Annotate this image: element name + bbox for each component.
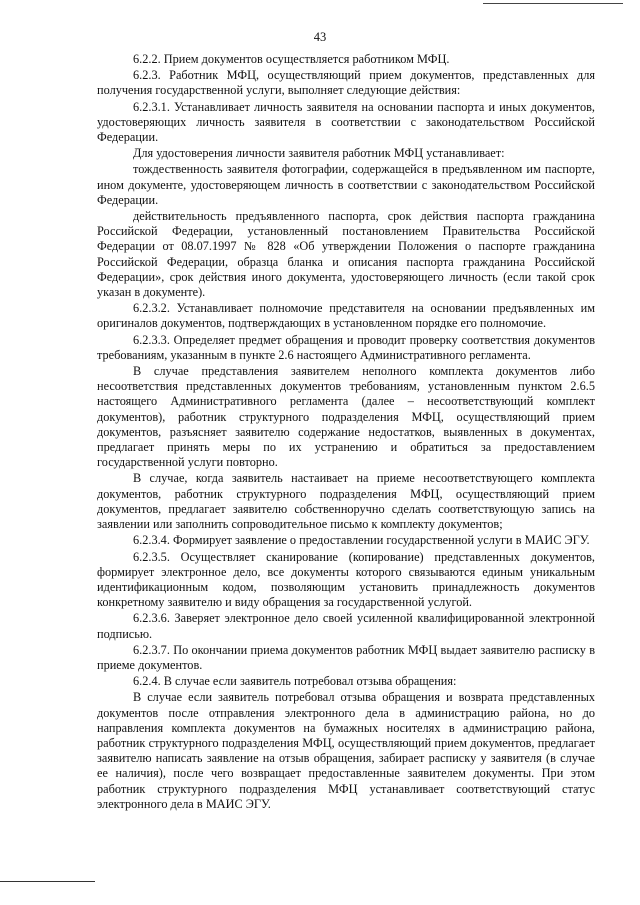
paragraph: 6.2.3.1. Устанавливает личность заявителя на основании паспорта и иных документов, удостоверяющих личность заявителя в соответствии с законодательством Российской Федерации. xyxy=(97,99,595,145)
paragraph: 6.2.3.3. Определяет предмет обращения и проводит проверку соответствия документов требованиям, указанным в пункте 2.6 настоящего Административного регламента. xyxy=(97,332,595,362)
paragraph: 6.2.3.7. По окончании приема документов работник МФЦ выдает заявителю расписку в приеме документов. xyxy=(97,642,595,672)
paragraph: В случае, когда заявитель настаивает на приеме несоответствующего комплекта документов, работник структурного подразделения МФЦ, осуществляющий прием документов, предлагает заявителю собственноручно сделать соответствующую запись на заявлении или заполнить сопроводительное письмо к комплекту документов; xyxy=(97,471,595,532)
paragraph: 6.2.2. Прием документов осуществляется работником МФЦ. xyxy=(133,52,450,66)
paragraph: 6.2.3.6. Заверяет электронное дело своей усиленной квалифицированной электронной подписью. xyxy=(97,611,595,641)
paragraph: 6.2.3.4. Формирует заявление о предоставлении государственной услуги в МАИС ЭГУ. xyxy=(133,533,590,548)
paragraph: В случае если заявитель потребовал отзыва обращения и возврата представленных документов после отправления электронного дела в администрацию района, но до направления комплекта документов на бумажных носителях в администрацию района, работник структурного подразделения МФЦ, осуществляющий прием документов, предлагает заявителю написать заявление на отзыв обращения, забирает расписку у заявителя (в случае ее наличия), после чего возвращает предоставленные заявителем документы. При этом работник структурного подразделения МФЦ устанавливает соответствующий статус электронного дела в МАИС ЭГУ. xyxy=(97,690,595,811)
paragraph: Для удостоверения личности заявителя работник МФЦ устанавливает: xyxy=(133,146,505,161)
top-rule xyxy=(483,3,623,4)
paragraph: 6.2.3.5. Осуществляет сканирование (копирование) представленных документов, формирует электронное дело, все документы которого связываются единым уникальным идентификационным кодом, позволяющим установить принадлежность документов конкретному заявителю и виду обращения за государственной услугой. xyxy=(97,549,595,610)
document-body xyxy=(97,52,595,813)
paragraph: 6.2.3.2. Устанавливает полномочие представителя на основании предъявленных им оригиналов документов, подтверждающих в установленном порядке его полномочие. xyxy=(97,301,595,331)
paragraph: 6.2.4. В случае если заявитель потребовал отзыва обращения: xyxy=(133,674,457,689)
paragraph: 6.2.3. Работник МФЦ, осуществляющий прием документов, представленных для получения государственной услуги, выполняет следующие действия: xyxy=(97,68,595,98)
footnote-rule xyxy=(0,881,95,882)
page-number: 43 xyxy=(313,30,327,44)
paragraph: действительность предъявленного паспорта, срок действия паспорта гражданина Российской Федерации, установленный постановлением Правительства Российской Федерации от 08.07.1997 № 828 «Об утверждении Положения о паспорте гражданина Российской Федерации, образца бланка и описания паспорта гражданина Российской Федерации», срок действия иного документа, удостоверяющего личность (если такой срок указан в документе). xyxy=(97,209,595,300)
paragraph: В случае представления заявителем неполного комплекта документов либо несоответствия представленных документов требованиям, установленным пунктом 2.6.5 настоящего Административного регламента (далее – несоответствующий комплект документов), работник структурного подразделения МФЦ, осуществляющий прием документов, разъясняет заявителю содержание недостатков, выявленных в документах, предлагает принять меры по их устранению и обратиться за предоставлением государственной услуги повторно. xyxy=(97,364,595,470)
paragraph: тождественность заявителя фотографии, содержащейся в предъявленном им паспорте, ином документе, удостоверяющем личность в соответствии с законодательством Российской Федерации. xyxy=(97,162,595,207)
